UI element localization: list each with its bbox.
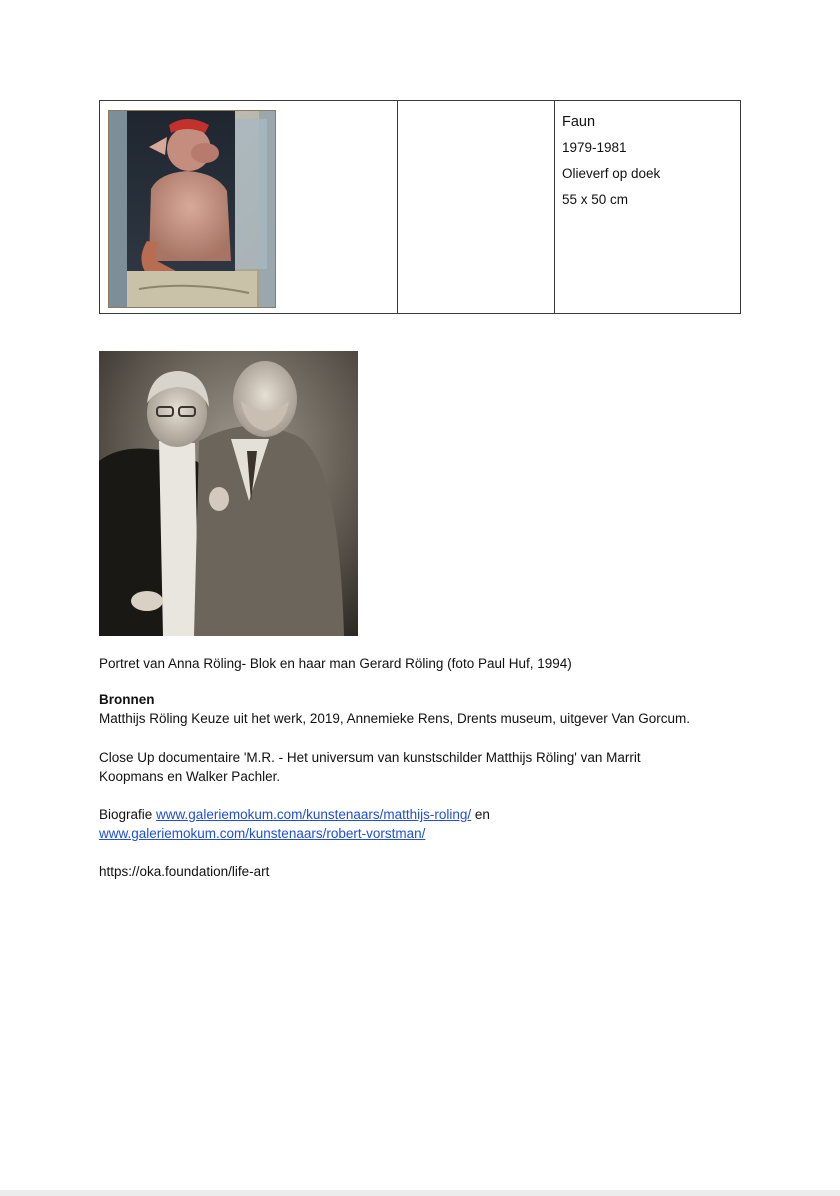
source-biography-line2 (99, 824, 425, 843)
source-biography-line1 (99, 805, 490, 824)
page-bottom-edge (0, 1190, 840, 1196)
source-documentary-line1: Close Up documentaire 'M.R. - Het universum van kunstschilder Matthijs Röling' van Marrit (99, 750, 641, 765)
source-documentary-line2: Koopmans en Walker Pachler. (99, 769, 281, 784)
biography-joiner: en (471, 807, 490, 822)
artwork-table (99, 100, 741, 314)
artwork-dimensions: 55 x 50 cm (562, 192, 629, 207)
photo-caption: Portret van Anna Röling- Blok en haar man Gerard Röling (foto Paul Huf, 1994) (99, 656, 572, 671)
biography-prefix: Biografie (99, 807, 157, 822)
source-book: Matthijs Röling Keuze uit het werk, 2019, Annemieke Rens, Drents museum, uitgever Van Gorcum. (99, 711, 691, 726)
artwork-years: 1979-1981 (562, 140, 627, 155)
artwork-empty-cell (398, 101, 555, 313)
sources-heading: Bronnen (99, 692, 155, 707)
portrait-photo (99, 351, 358, 636)
biography-link-matthijs-roling[interactable]: www.galeriemokum.com/kunstenaars/matthijs-roling/ (156, 807, 472, 822)
source-website: https://oka.foundation/life-art (99, 864, 270, 879)
artwork-title: Faun (562, 114, 596, 130)
faun-painting-image (108, 110, 276, 308)
artwork-info-cell (555, 101, 740, 313)
artwork-medium: Olieverf op doek (562, 166, 661, 181)
artwork-image-cell (100, 101, 398, 313)
biography-link-robert-vorstman[interactable]: www.galeriemokum.com/kunstenaars/robert-vorstman/ (99, 826, 426, 841)
